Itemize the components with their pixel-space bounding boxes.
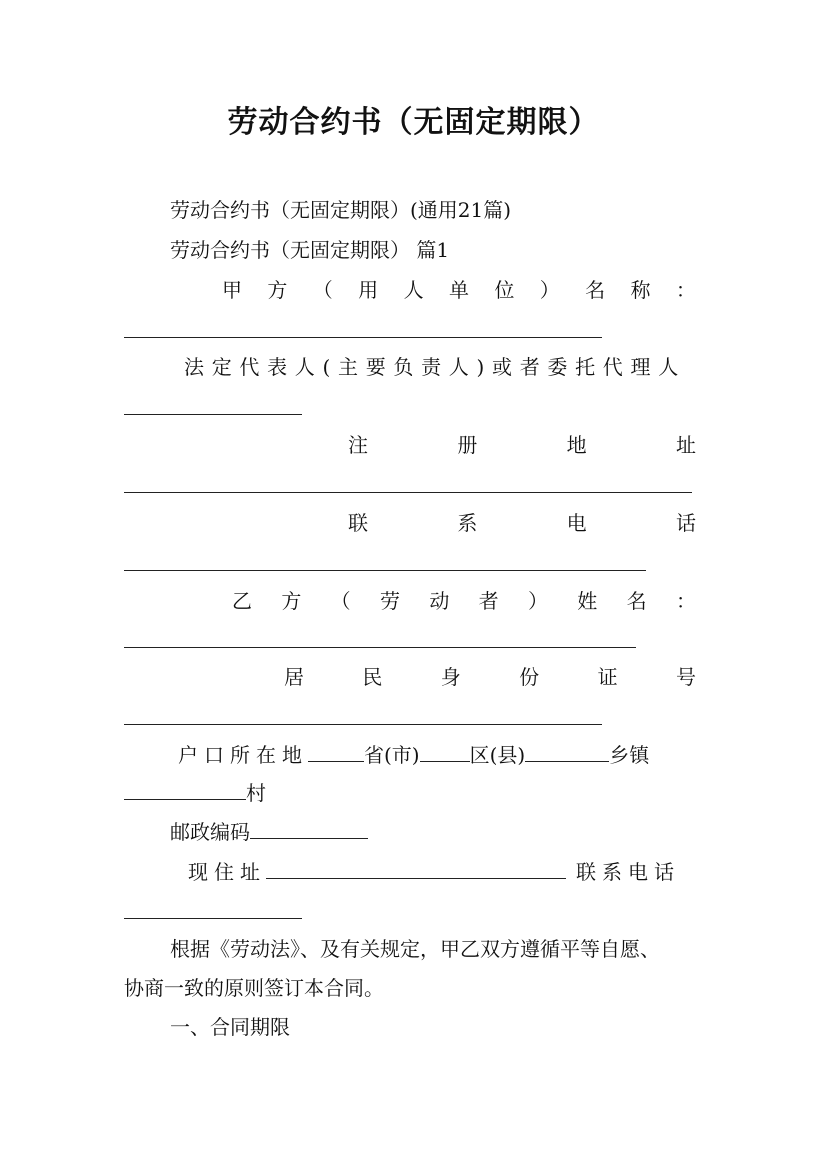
party-a-name-blank (124, 337, 602, 338)
village-label: 村 (246, 781, 266, 805)
char: 人 (403, 278, 424, 302)
party-b-name-label (232, 587, 696, 615)
char: 身 (440, 665, 461, 689)
section-label: 劳动合约书（无固定期限） 篇1 (170, 238, 450, 262)
postcode-line (170, 818, 368, 846)
char: 用 (358, 278, 379, 302)
district-label: 区(县) (469, 743, 526, 767)
postcode-label: 邮政编码 (170, 820, 250, 844)
char: 方 (281, 589, 302, 613)
char: 姓 (577, 589, 598, 613)
province-label: 省(市) (364, 743, 420, 767)
id-number-blank (124, 724, 602, 725)
char: ： (675, 278, 696, 302)
char: 甲 (222, 278, 242, 302)
char: 册 (457, 433, 478, 457)
legal-rep-label: 法定代表人(主要负责人)或者委托代理人 (184, 355, 686, 379)
char: ） (527, 589, 548, 613)
char: 证 (597, 665, 618, 689)
char: （ (312, 278, 333, 302)
reg-address-blank (124, 492, 692, 493)
char: 名 (585, 278, 606, 302)
contact-phone-blank (124, 570, 646, 571)
char: 联 (348, 511, 368, 535)
current-phone-label: 联系电话 (576, 860, 680, 884)
char: （ (330, 589, 351, 613)
basis-paragraph-line1: 根据《劳动法》、及有关规定，甲乙双方遵循平等自愿、 (170, 937, 660, 961)
char: 电 (566, 511, 587, 535)
household-line (178, 741, 649, 769)
char: 劳 (379, 589, 400, 613)
village-line (124, 779, 266, 807)
party-b-name-blank (124, 647, 636, 648)
id-number-label (284, 663, 696, 691)
char: ： (675, 589, 696, 613)
party-a-name-label (222, 276, 696, 304)
legal-rep-blank (124, 414, 302, 415)
current-address-blank (266, 858, 566, 879)
reg-address-label (348, 431, 696, 459)
current-address-label: 现住址 (188, 860, 266, 884)
char: 动 (429, 589, 450, 613)
section-one-heading: 一、合同期限 (170, 1015, 290, 1039)
char: 系 (457, 511, 478, 535)
char: 名 (626, 589, 647, 613)
char: 居 (284, 665, 304, 689)
char: 话 (675, 511, 696, 535)
province-blank (308, 741, 364, 762)
household-prefix: 户口所在地 (178, 743, 308, 767)
char: 乙 (232, 589, 252, 613)
char: 者 (478, 589, 499, 613)
char: 称 (630, 278, 651, 302)
village-blank (124, 779, 246, 800)
document-title: 劳动合约书（无固定期限） (227, 105, 600, 140)
basis-paragraph-line2: 协商一致的原则签订本合同。 (124, 976, 384, 1000)
char: 单 (448, 278, 469, 302)
current-phone-blank (124, 918, 302, 919)
char: 份 (519, 665, 540, 689)
char: 民 (362, 665, 383, 689)
contact-phone-label (348, 509, 696, 537)
town-label: 乡镇 (609, 743, 650, 767)
char: ） (539, 278, 560, 302)
char: 址 (675, 433, 696, 457)
current-address-line (188, 858, 680, 886)
char: 地 (566, 433, 587, 457)
char: 号 (675, 665, 696, 689)
char: 注 (348, 433, 368, 457)
char: 位 (494, 278, 515, 302)
town-blank (525, 741, 609, 762)
postcode-blank (250, 818, 368, 839)
district-blank (420, 741, 470, 762)
subtitle: 劳动合约书（无固定期限）(通用21篇) (170, 198, 512, 222)
char: 方 (267, 278, 288, 302)
